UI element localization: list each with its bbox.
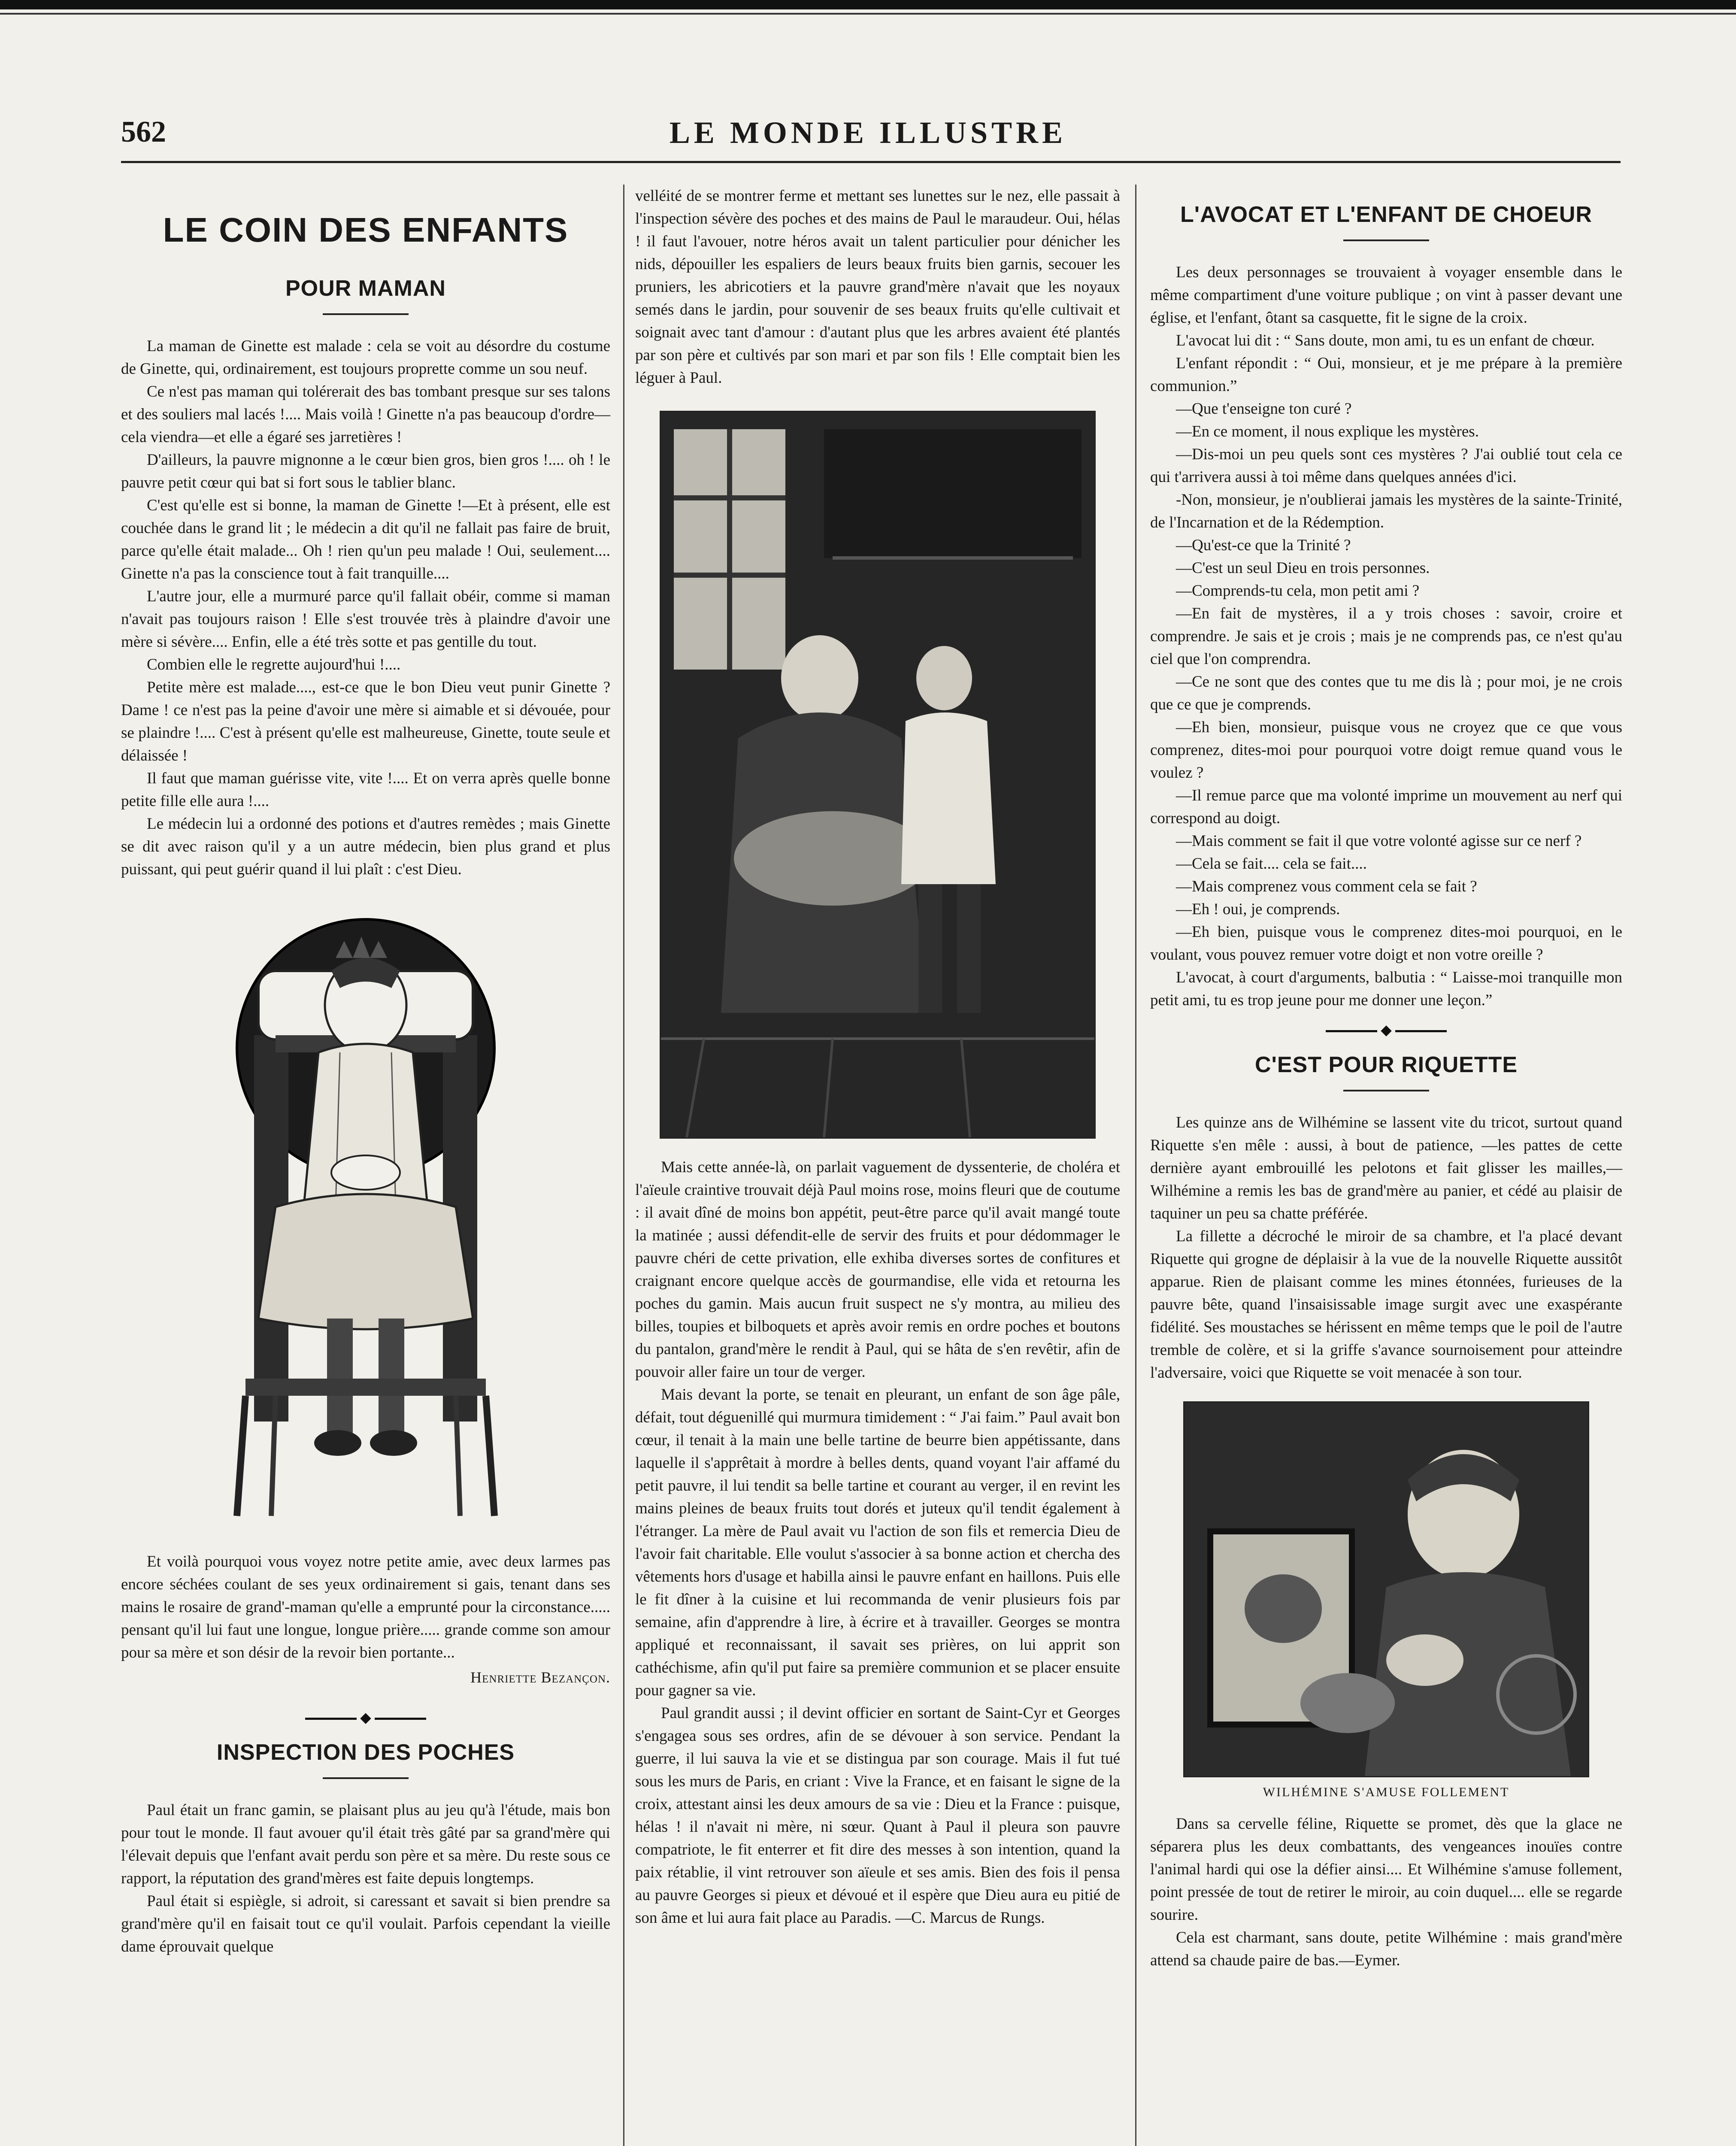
article-title-riquette: C'EST POUR RIQUETTE	[1254, 1052, 1518, 1077]
paragraph: Cela est charmant, sans doute, petite Wilhémine : mais grand'mère attend sa chaude paire de bas.—Eymer.	[1150, 1929, 1622, 1969]
paragraph: Ce n'est pas maman qui tolérerait des bas tombant presque sur ses talons et des souliers mal lacés !.... Mais voilà ! Ginette n'a pas beaucoup d'ordre—cela viendra—et elle a égaré ses jarretières !	[121, 383, 610, 446]
paragraph: Le médecin lui a ordonné des potions et d'autres remèdes ; mais Ginette se dit avec raison qu'il y a un autre médecin, bien plus grand et plus puissant, qui peut guérir quand il lui plaît : c'est Dieu.	[121, 815, 610, 878]
paragraph: —Mais comment se fait il que votre volonté agisse sur ce nerf ?	[1176, 832, 1582, 850]
ornament-divider	[121, 1715, 610, 1722]
paragraph: —En ce moment, il nous explique les mystères.	[1176, 423, 1479, 440]
paragraph: Mais devant la porte, se tenait en pleurant, un enfant de son âge pâle, défait, tout déguenillé qui murmura timidement : “ J'ai faim.” Paul avait bon cœur, il tenait à la main une belle tartine de beurre bien appétissante, dans laquelle il s'apprêtait à mordre à belles dents, quand voyant l'air affamé du petit pauvre, il lui tendit sa belle tartine et courant au verger, il en revint les mains pleines de beaux fruits tout dorés et juteux qu'il tendit également à l'étranger. La mère de Paul avait vu l'action de son fils et remercia Dieu de l'avoir fait charitable. Elle voulut s'associer à sa bonne action et chercha des vêtements hors d'usage et habilla ainsi le pauvre enfant en haillons. Puis elle le fit dîner à la cuisine et lui recommanda de venir plusieurs fois par semaine, afin d'apprendre à lire, à écrire et à travailler. Georges se montra appliqué et reconnaissant, il savait ses prières, on lui apprit son cathéchisme, afin qu'il put faire sa première communion et se placer ensuite pour gagner sa vie.	[635, 1386, 1120, 1699]
paragraph: —Dis-moi un peu quels sont ces mystères ? J'ai oublié tout cela ce qui t'arrivera aussi à toi même dans quelques années d'ici.	[1150, 446, 1622, 486]
column-rule-2	[1135, 185, 1136, 2146]
paragraph: Dans sa cervelle féline, Riquette se promet, dès que la glace ne séparera plus les deux combattants, des vengeances inouïes contre l'animal hardi qui ose la défier ainsi.... Et Wilhémine s'amuse follement, point pressée de tout de retirer le miroir, au coin duquel.... elle se regarde sourire.	[1150, 1815, 1622, 1924]
paragraph: velléité de se montrer ferme et mettant ses lunettes sur le nez, elle passait à l'inspection sévère des poches et des mains de Paul le maraudeur. Oui, hélas ! il faut l'avouer, notre héros avait un talent particulier pour dénicher les nids, dépouiller les espaliers de leurs beaux fruits bien garnis, secouer les pruniers, les abricotiers et la pauvre grand'mère n'avait que les noyaux semés dans le jardin, pour souvenir de ses beaux fruits qu'elle cultivait et soignait avec tant d'amour : d'autant plus que les arbres avaient été plantés par son père et cultivés par son mari et par son fils ! Elle comptait bien les léguer à Paul.	[635, 187, 1120, 387]
journal-title: LE MONDE ILLUSTRE	[669, 115, 1067, 150]
grandmother-inspection-engraving	[661, 412, 1094, 1137]
ornament-divider	[1150, 1027, 1622, 1035]
paragraph: —Mais comprenez vous comment cela se fait ?	[1176, 878, 1477, 895]
top-border	[0, 0, 1736, 9]
column-right	[1150, 185, 1622, 1972]
paragraph: C'est qu'elle est si bonne, la maman de Ginette !—Et à présent, elle est couchée dans le grand lit ; le médecin a dit qu'il ne fallait pas faire de bruit, parce qu'elle était malade... Oh ! rien qu'un peu malade ! Oui, seulement.... Ginette n'a pas la conscience tout à fait tranquille....	[121, 497, 610, 582]
article-title-inspection: INSPECTION DES POCHES	[216, 1740, 515, 1765]
paragraph: Combien elle le regrette aujourd'hui !....	[147, 656, 401, 673]
paragraph: Il faut que maman guérisse vite, vite !.... Et on verra après quelle bonne petite fille elle aura !....	[121, 770, 610, 810]
paragraph: Paul était un franc gamin, se plaisant plus au jeu qu'à l'étude, mais bon pour tout le monde. Il faut avouer qu'il était très gâté par sa grand'mère qui l'élevait depuis que l'enfant avait perdu son père et sa mère. Du reste sous ce rapport, la réputation des grand'mères est faite depuis longtemps.	[121, 1801, 610, 1887]
paragraph: L'avocat, à court d'arguments, balbutia : “ Laisse-moi tranquille mon petit ami, tu es trop jeune pour me donner une leçon.”	[1150, 969, 1622, 1009]
paragraph: —C'est un seul Dieu en trois personnes.	[1176, 559, 1430, 577]
paragraph: —Cela se fait.... cela se fait....	[1176, 855, 1367, 873]
section-heading: LE COIN DES ENFANTS	[163, 211, 569, 249]
paragraph: Les deux personnages se trouvaient à voyager ensemble dans le même compartiment d'une voiture publique ; on vint à passer devant une église, et l'enfant, ôtant sa casquette, fit le signe de la croix.	[1150, 264, 1622, 327]
mirror-illustration	[1183, 1401, 1589, 1777]
title-underline	[323, 313, 409, 315]
page-number: 562	[121, 115, 166, 149]
paragraph: —Il remue parce que ma volonté imprime un mouvement au nerf qui correspond au doigt.	[1150, 787, 1622, 827]
article-body-avocat	[1150, 261, 1622, 1012]
paragraph: L'avocat lui dit : “ Sans doute, mon ami, tu es un enfant de chœur.	[1176, 332, 1595, 349]
closing-paragraph: Et voilà pourquoi vous voyez notre petite amie, avec deux larmes pas encore séchées coulant de ses yeux ordinairement si gais, tenant dans ses mains le rosaire de grand'-maman qu'elle a emprunté pour la circonstance..... pensant qu'il lui faut une longue, longue prière..... grande comme son amour pour sa mère et son désir de la revoir bien portante...	[121, 1553, 610, 1661]
girl-in-chair-illustration	[190, 906, 542, 1533]
article-body-inspection	[121, 1799, 610, 1958]
paragraph: —Que t'enseigne ton curé ?	[1176, 400, 1352, 418]
article-body-pour-maman	[121, 335, 610, 881]
paragraph: D'ailleurs, la pauvre mignonne a le cœur bien gros, bien gros !.... oh ! le pauvre petit cœur qui bat si fort sous le tablier blanc.	[121, 451, 610, 491]
paragraph: Petite mère est malade...., est-ce que le bon Dieu veut punir Ginette ? Dame ! ce n'est pas la peine d'avoir une mère si aimable et si dévouée, pour se plaindre !.... C'est à présent qu'elle est malheureuse, Ginette, toute seule et délaissée !	[121, 679, 610, 764]
paragraph: Paul grandit aussi ; il devint officier en sortant de Saint-Cyr et Georges s'engagea sous ses ordres, afin de se dévouer à son service. Pendant la guerre, il lui sauva la vie et se distingua par son courage. Mais il fut tué sous les murs de Paris, en criant : Vive la France, et en faisant le signe de la croix, attestant ainsi les deux amours de sa vie : Dieu et la France : puisque, hélas ! il n'avait ni mère, ni sœur. Quant à Paul il pleura son pauvre compatriote, le fit enterrer et fit dire des messes à son intention, quand la paix rétablie, il vint retrouver son aïeule et ses amis. Bien des fois il pensa au pauvre Georges si pieux et dévoué et il espère que Dieu aura eu pitié de son âme et lui aura fait place au Paradis. —C. Marcus de Rungs.	[635, 1704, 1120, 1927]
title-underline	[323, 1777, 409, 1779]
paragraph: —Eh bien, monsieur, puisque vous ne croyez que ce que vous comprenez, dites-moi pour pourquoi votre doigt remue quand vous le voulez ?	[1150, 718, 1622, 782]
paragraph: L'autre jour, elle a murmuré parce qu'il fallait obéir, comme si maman n'avait pas toujours raison ! Elle s'est trouvée très à plaindre d'avoir une mère si sévère.... Enfin, elle a été très sotte et pas gentille du tout.	[121, 588, 610, 651]
paragraph: La fillette a décroché le miroir de sa chambre, et l'a placé devant Riquette qui grogne de déplaisir à la vue de la nouvelle Riquette aussitôt apparue. Rien de plaisant comme les mines étonnées, furieuses de la pauvre bête, quand l'insaisissable image surgit avec une exaspérante fidélité. Ses moustaches se hérissent en même temps que le poil de l'autre tremble de colère, et si la griffe s'avance sournoisement pour atteindre l'adversaire, voici que Riquette se voit menacée à son tour.	[1150, 1228, 1622, 1382]
paragraph: La maman de Ginette est malade : cela se voit au désordre du costume de Ginette, qui, ordinairement, est toujours proprette comme un sou neuf.	[121, 337, 610, 378]
article-title-avocat: L'AVOCAT ET L'ENFANT DE CHOEUR	[1180, 202, 1592, 227]
paragraph: —En fait de mystères, il a y trois choses : savoir, croire et comprendre. Je sais et je crois ; mais je ne comprends pas, ce n'est qu'au ciel que l'on comprendra.	[1150, 605, 1622, 668]
paragraph: —Eh bien, puisque vous le comprenez dites-moi pourquoi, en le voulant, vous pouvez remuer votre doigt et non votre oreille ?	[1150, 923, 1622, 964]
kitchen-illustration	[660, 411, 1096, 1139]
paragraph: L'enfant répondit : “ Oui, monsieur, et je me prépare à la première communion.”	[1150, 355, 1622, 395]
top-border-thin	[0, 13, 1736, 15]
paragraph: —Qu'est-ce que la Trinité ?	[1176, 536, 1351, 554]
paragraph: —Ce ne sont que des contes que tu me dis là ; pour moi, je ne crois que ce que je comprends.	[1150, 673, 1622, 713]
paragraph: Paul était si espiègle, si adroit, si caressant et savait si bien prendre sa grand'mère qu'il en faisait tout ce qu'il voulait. Parfois cependant la vieille dame éprouvait quelque	[121, 1892, 610, 1955]
article-body-riquette	[1150, 1111, 1622, 1384]
author-signature: Henriette Bezançon.	[470, 1669, 610, 1686]
girl-in-chair-engraving	[190, 906, 542, 1533]
illustration-caption: WILHÉMINE S'AMUSE FOLLEMENT	[1263, 1785, 1510, 1799]
paragraph: Mais cette année-là, on parlait vaguement de dyssenterie, de choléra et l'aïeule craintive trouvait déjà Paul moins rose, moins fleuri que de coutume : il avait dîné de moins bon appétit, peut-être parce qu'il avait mangé toute la matinée ; aussi défendit-elle de servir des fruits et pour dédommager le pauvre chéri de cette privation, elle exhiba diverses sortes de confitures et craignant encore quelque accès de gourmandise, elle vida et retourna les poches du gamin. Mais aucun fruit suspect ne s'y montra, au milieu des billes, toupies et bilboquets et après avoir remis en ordre poches et boutons du pantalon, grand'mère le rendit à Paul, qui se hâta de s'en revêtir, afin de pouvoir aller faire un tour de verger.	[635, 1158, 1120, 1381]
column-rule-1	[623, 185, 624, 2146]
column-middle	[635, 185, 1120, 1929]
paragraph: -Non, monsieur, je n'oublierai jamais les mystères de la sainte-Trinité, de l'Incarnation et de la Rédemption.	[1150, 491, 1622, 531]
paragraph: Les quinze ans de Wilhémine se lassent vite du tricot, surtout quand Riquette s'en mêle : aussi, à bout de patience, —les pattes de cette dernière ayant embrouillé les pelotons et fait glisser les mailles,—Wilhémine a remis les bas de grand'mère au panier, et cédé au plaisir de taquiner un peu sa chatte préférée.	[1150, 1114, 1622, 1222]
article-title-pour-maman: POUR MAMAN	[285, 276, 446, 301]
paragraph: —Comprends-tu cela, mon petit ami ?	[1176, 582, 1420, 600]
paragraph: —Eh ! oui, je comprends.	[1176, 900, 1340, 918]
column-left	[121, 185, 610, 1958]
title-underline	[1343, 1090, 1429, 1091]
girl-cat-mirror-engraving	[1185, 1403, 1588, 1776]
title-underline	[1343, 239, 1429, 241]
header-rule	[121, 161, 1621, 163]
